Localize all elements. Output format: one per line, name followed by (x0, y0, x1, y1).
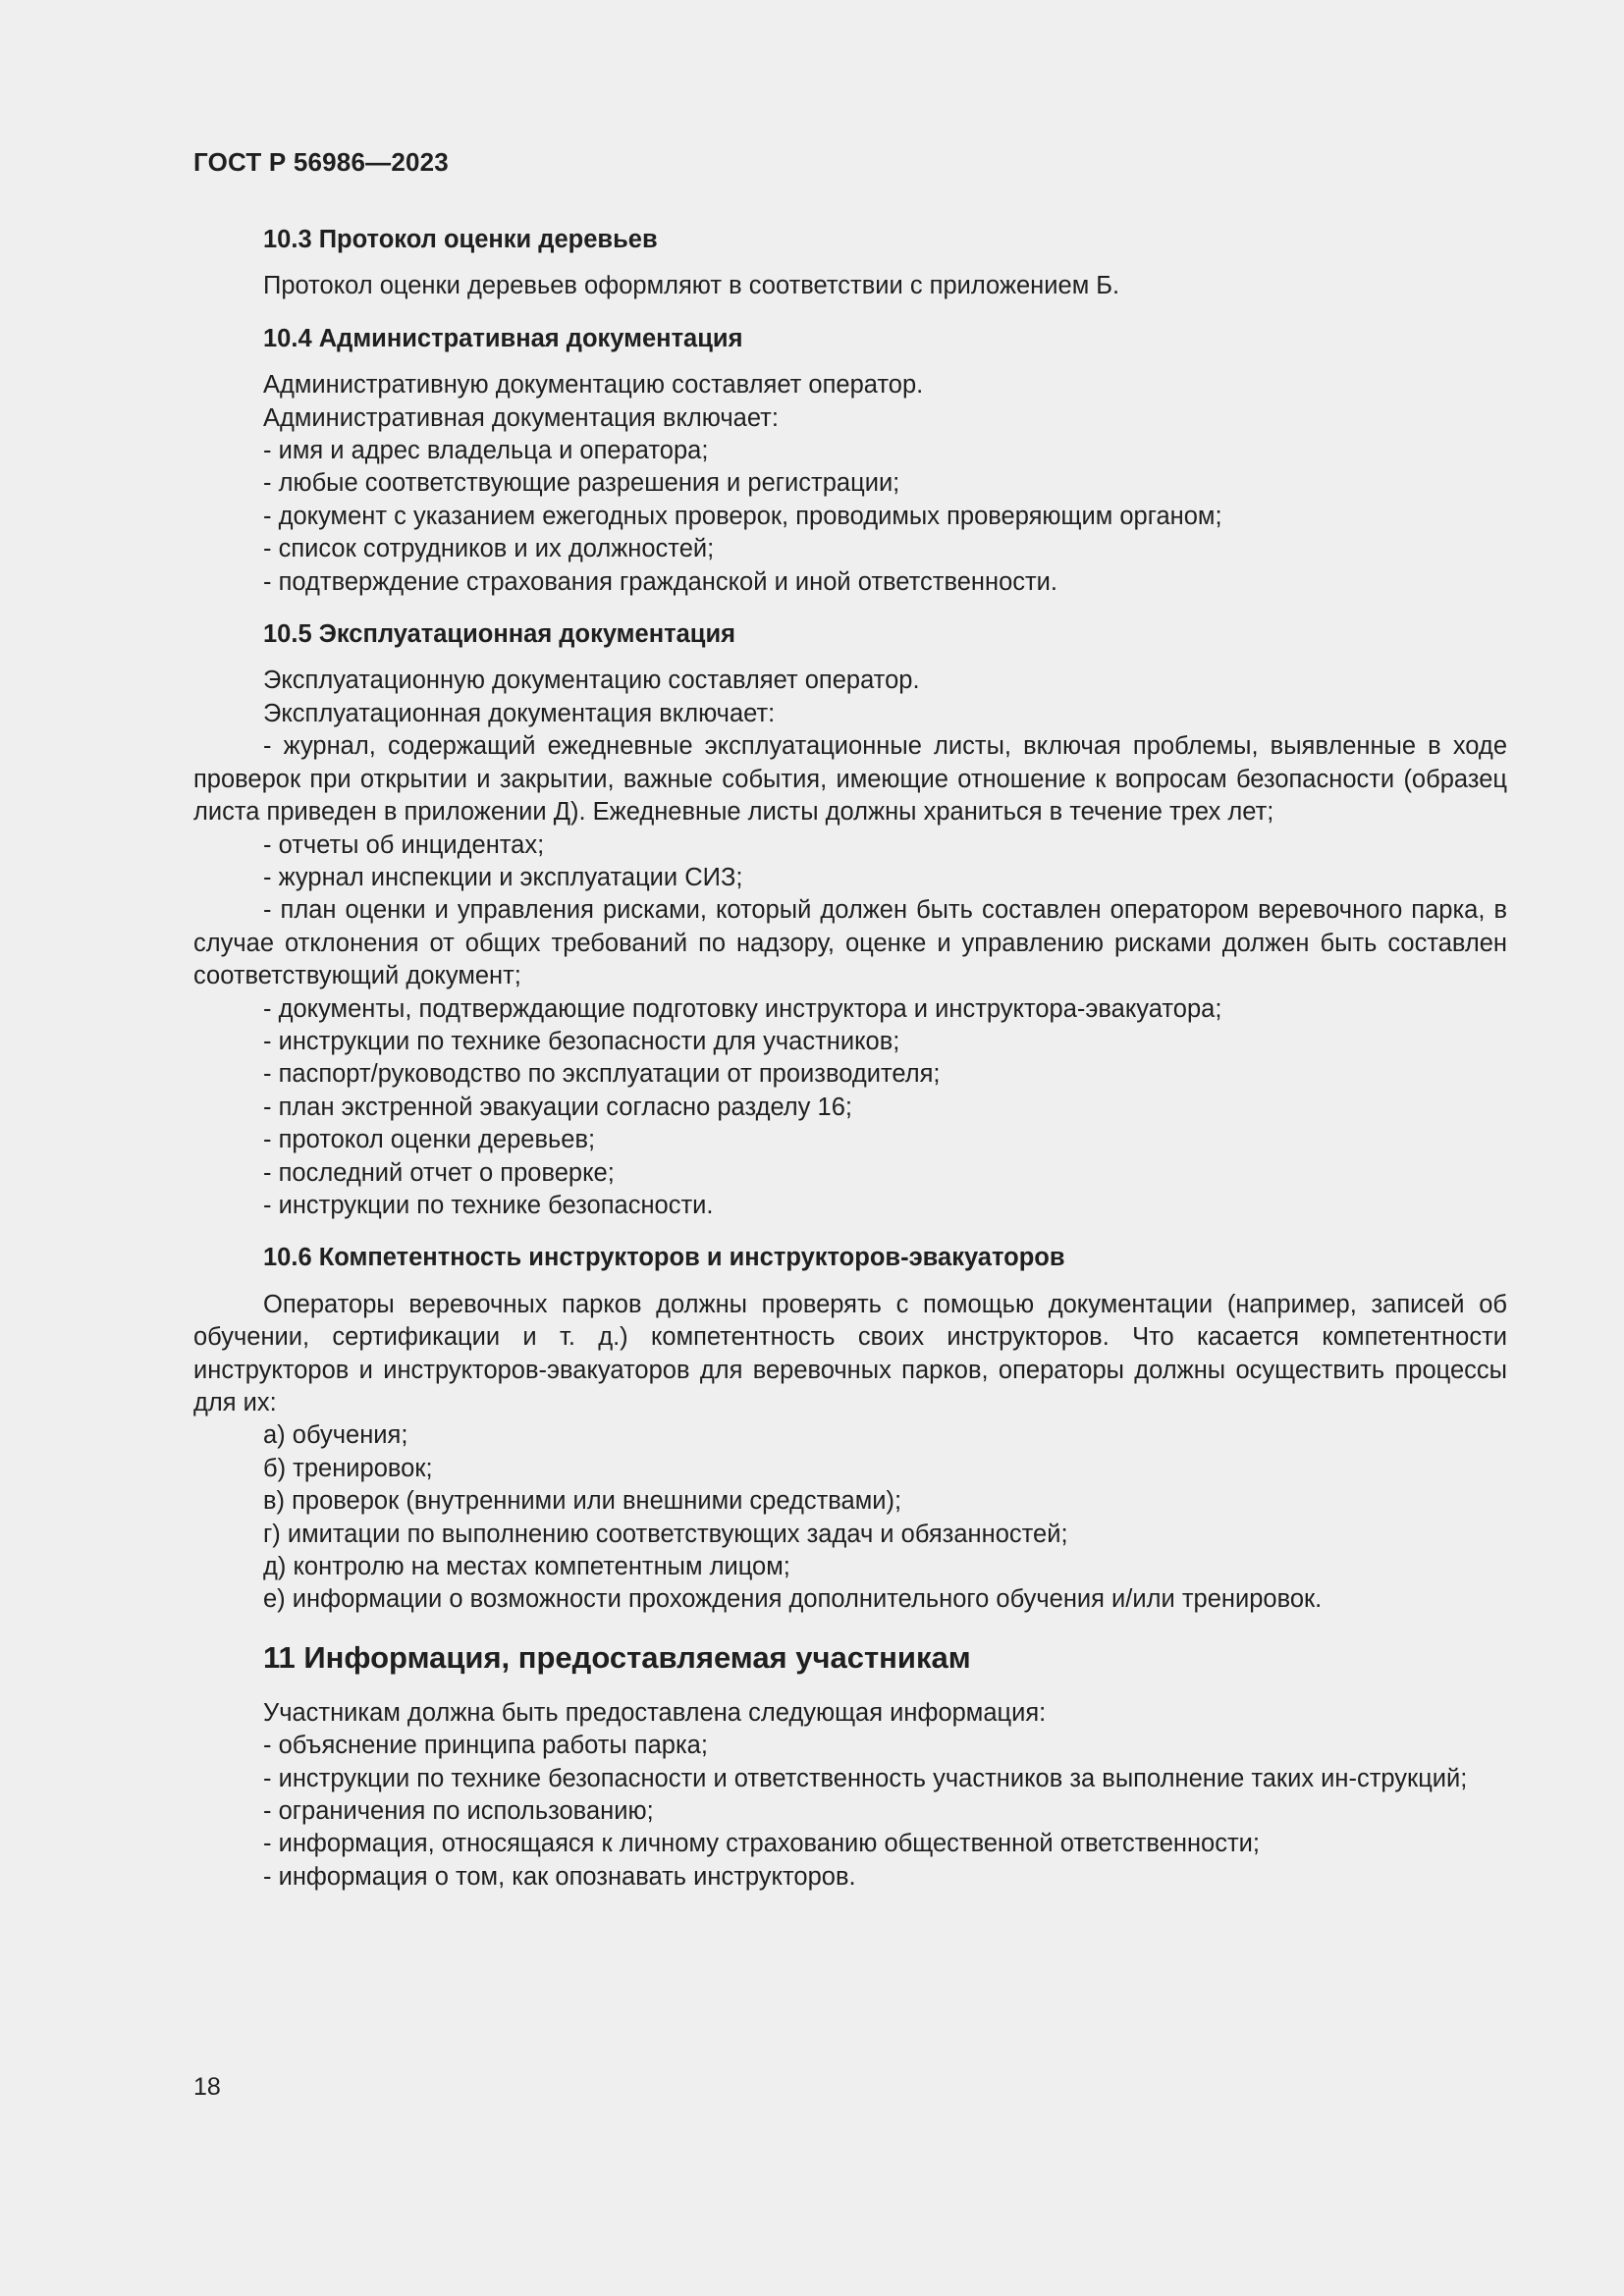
list-item: е) информации о возможности прохождения дополнительного обучения и/или тренировок. (263, 1585, 1323, 1614)
list-item: - ограничения по использованию; (263, 1797, 654, 1826)
list-item: - имя и адрес владельца и оператора; (263, 437, 709, 465)
list-item: - журнал инспекции и эксплуатации СИЗ; (263, 863, 743, 891)
list-item: - информация, относящаяся к личному страхованию общественной ответственности; (263, 1830, 1260, 1858)
section-10-3-title: 10.3 Протокол оценки деревьев (263, 226, 658, 253)
list-item: в) проверок (внутренними или внешними средствами); (263, 1487, 902, 1516)
section-10-5-line1: Эксплуатационную документацию составляет оператор. (263, 667, 920, 695)
list-item: - объяснение принципа работы парка; (263, 1732, 708, 1760)
section-10-4-line1: Административную документацию составляет оператор. (263, 371, 924, 400)
section-11-title: 11 Информация, предоставляемая участникам (263, 1639, 971, 1675)
list-item: - план экстренной эвакуации согласно разделу 16; (263, 1093, 852, 1121)
list-item: - протокол оценки деревьев; (263, 1126, 596, 1154)
list-item: - информация о том, как опознавать инструкторов. (263, 1862, 856, 1891)
section-10-4-list (193, 435, 1507, 599)
list-item: - любые соответствующие разрешения и регистрации; (263, 469, 900, 498)
list-item: - инструкции по технике безопасности и ответственность участников за выполнение таких ин-струкций; (263, 1764, 1468, 1792)
list-item: - инструкции по технике безопасности. (263, 1191, 714, 1219)
list-item: - инструкции по технике безопасности для участников; (263, 1027, 900, 1055)
section-11-list-rest (193, 1795, 1507, 1894)
document-page (193, 0, 1507, 2296)
list-item: - документ с указанием ежегодных проверок, проводимых проверяющим органом; (263, 502, 1222, 530)
section-11-intro: Участникам должна быть предоставлена следующая информация: (263, 1698, 1047, 1727)
list-item: - журнал, содержащий ежедневные эксплуатационные листы, включая проблемы, выявленные в ходе проверок при открытии и закрытии, важные события, имеющие отношение к вопросам безопасности (образец листа приведен в приложении Д). Ежедневные листы должны храниться в течение трех лет; (193, 732, 1507, 827)
section-10-3-text: Протокол оценки деревьев оформляют в соответствии с приложением Б. (263, 272, 1120, 300)
list-item: - документы, подтверждающие подготовку инструктора и инструктора-эвакуатора; (263, 994, 1222, 1023)
list-item: - подтверждение страхования гражданской и иной ответственности. (263, 567, 1058, 596)
list-item: б) тренировок; (263, 1454, 433, 1482)
list-item: а) обучения; (263, 1421, 408, 1450)
section-10-6-list (193, 1419, 1507, 1616)
section-10-5-list-rest (193, 993, 1507, 1223)
list-item: г) имитации по выполнению соответствующих задач и обязанностей; (263, 1520, 1068, 1548)
section-10-4-line2: Административная документация включает: (263, 403, 779, 432)
section-10-6-paragraph: Операторы веревочных парков должны проверять с помощью документации (например, записей об обучении, сертификации и т. д.) компетентность своих инструкторов. Что касается компетентности инструкторов и инструкторов-эвакуаторов для веревочных парков, операторы должны осуществить процессы для их: (193, 1290, 1507, 1416)
section-10-4-title: 10.4 Административная документация (263, 324, 743, 352)
section-10-5-line2: Эксплуатационная документация включает: (263, 699, 776, 727)
list-item: - отчеты об инцидентах; (263, 830, 545, 859)
list-item: - паспорт/руководство по эксплуатации от производителя; (263, 1060, 941, 1089)
document-code: ГОСТ Р 56986—2023 (193, 147, 449, 177)
section-10-6-title: 10.6 Компетентность инструкторов и инструкторов-эвакуаторов (263, 1244, 1065, 1272)
list-item: - последний отчет о проверке; (263, 1158, 615, 1187)
list-item: - список сотрудников и их должностей; (263, 535, 715, 563)
section-10-5-title: 10.5 Эксплуатационная документация (263, 620, 736, 649)
list-item: - план оценки и управления рисками, который должен быть составлен оператором веревочного парка, в случае отклонения от общих требований по надзору, оценке и управлению рисками должен быть составлен соответствующий документ; (193, 896, 1507, 990)
page-number: 18 (193, 2073, 221, 2101)
list-item: д) контролю на местах компетентным лицом; (263, 1553, 790, 1581)
document-body (193, 224, 1507, 1894)
